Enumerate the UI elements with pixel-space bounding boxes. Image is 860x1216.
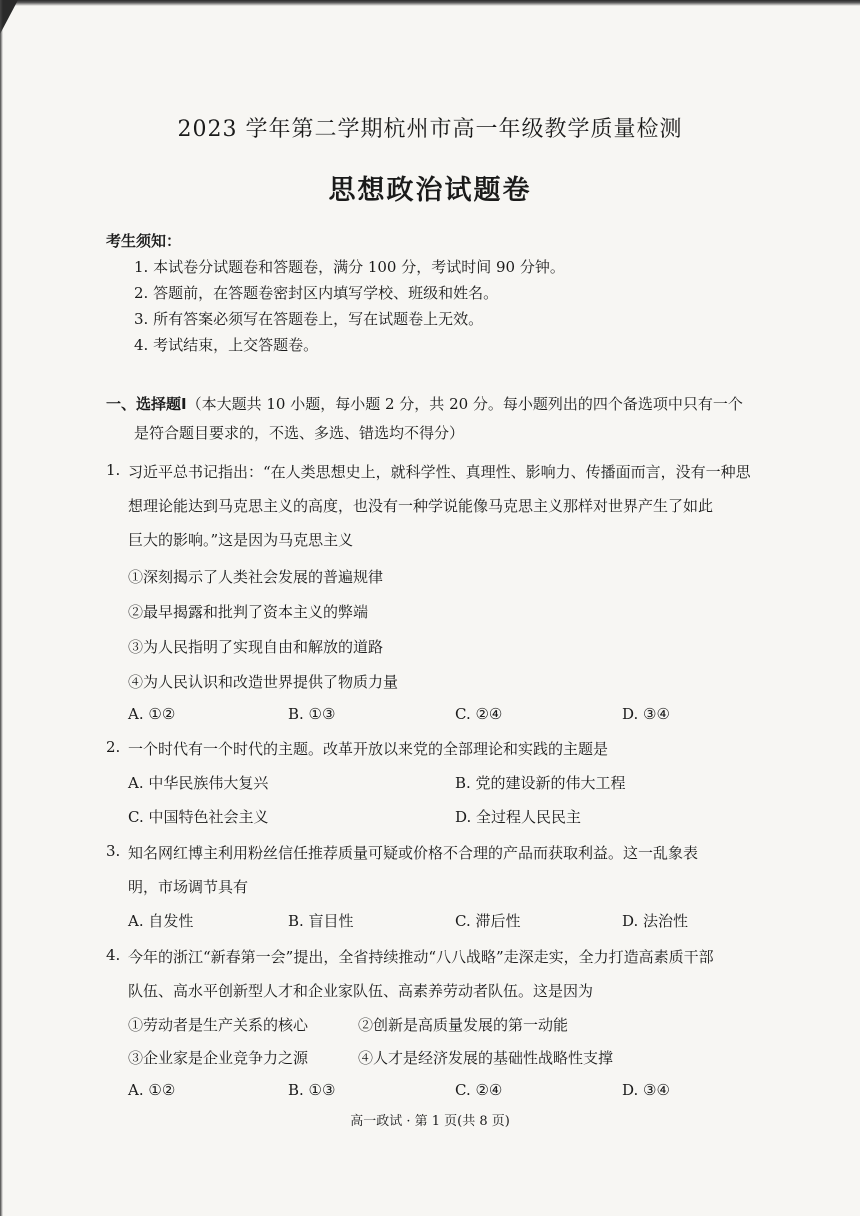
answer-option: A. 自发性: [128, 912, 194, 930]
question-statement: ①劳动者是生产关系的核心: [128, 1016, 309, 1034]
question-statement: ③企业家是企业竞争力之源: [128, 1049, 309, 1067]
notice-item: 4. 考试结束，上交答题卷。: [134, 336, 319, 354]
answer-option: C. ②④: [455, 1081, 503, 1099]
notice-item: 1. 本试卷分试题卷和答题卷，满分 100 分，考试时间 90 分钟。: [134, 258, 565, 276]
answer-option: B. ①③: [288, 705, 336, 723]
section-heading: [106, 386, 796, 422]
answer-option: A. ①②: [128, 1081, 176, 1099]
question-stem-line: 巨大的影响。”这是因为马克思主义: [128, 531, 354, 549]
answer-option: A. 中华民族伟大复兴: [128, 774, 269, 792]
question-statement: ④人才是经济发展的基础性战略性支撑: [358, 1049, 614, 1067]
answer-option: A. ①②: [128, 705, 176, 723]
question-stem-line: 今年的浙江“新春第一会”提出，全省持续推动“八八战略”走深走实，全力打造高素质干部: [128, 948, 714, 966]
question-statement: ④为人民认识和改造世界提供了物质力量: [128, 673, 399, 691]
answer-option: C. ②④: [455, 705, 503, 723]
notice-heading: 考生须知：: [106, 232, 182, 250]
scan-edge: [0, 0, 860, 6]
answer-option: D. 全过程人民民主: [455, 808, 582, 826]
answer-option: B. 党的建设新的伟大工程: [455, 774, 626, 792]
answer-option: D. 法治性: [622, 912, 689, 930]
question-number: 3.: [106, 842, 121, 860]
question-number: 2.: [106, 738, 121, 756]
question-statement: ③为人民指明了实现自由和解放的道路: [128, 638, 384, 656]
question-number: 4.: [106, 946, 121, 964]
question-stem-line: 队伍、高水平创新型人才和企业家队伍、高素养劳动者队伍。这是因为: [128, 982, 594, 1000]
question-stem-line: 想理论能达到马克思主义的高度，也没有一种学说能像马克思主义那样对世界产生了如此: [128, 497, 714, 515]
question-number: 1.: [106, 461, 121, 479]
notice-item: 3. 所有答案必须写在答题卷上，写在试题卷上无效。: [134, 310, 484, 328]
question-stem-line: 知名网红博主利用粉丝信任推荐质量可疑或价格不合理的产品而获取利益。这一乱象表: [128, 844, 699, 862]
answer-option: D. ③④: [622, 705, 670, 723]
question-stem-line: 习近平总书记指出：“在人类思想史上，就科学性、真理性、影响力、传播面而言，没有一种思: [128, 463, 751, 481]
answer-option: C. 滞后性: [455, 912, 521, 930]
question-statement: ②创新是高质量发展的第一动能: [358, 1016, 569, 1034]
question-stem-line: 一个时代有一个时代的主题。改革开放以来党的全部理论和实践的主题是: [128, 740, 609, 758]
question-stem-line: 明，市场调节具有: [128, 878, 249, 896]
answer-option: B. 盲目性: [288, 912, 354, 930]
question-statement: ②最早揭露和批判了资本主义的弊端: [128, 603, 369, 621]
section-instructions: （本大题共 10 小题，每小题 2 分，共 20 分。每小题列出的四个备选项中只有一个: [186, 395, 743, 413]
notice-item: 2. 答题前，在答题卷密封区内填写学校、班级和姓名。: [134, 284, 499, 302]
answer-option: B. ①③: [288, 1081, 336, 1099]
answer-option: D. ③④: [622, 1081, 670, 1099]
exam-subtitle: 思想政治试题卷: [328, 175, 532, 206]
section-instructions-cont: 是符合题目要求的，不选、多选、错选均不得分）: [134, 424, 465, 442]
answer-option: C. 中国特色社会主义: [128, 808, 269, 826]
page-footer: 高一政试 · 第 1 页(共 8 页): [350, 1114, 510, 1129]
section-label: 一、选择题Ⅰ: [106, 395, 187, 413]
exam-title: 2023 学年第二学期杭州市高一年级教学质量检测: [177, 117, 683, 142]
question-statement: ①深刻揭示了人类社会发展的普遍规律: [128, 568, 384, 586]
